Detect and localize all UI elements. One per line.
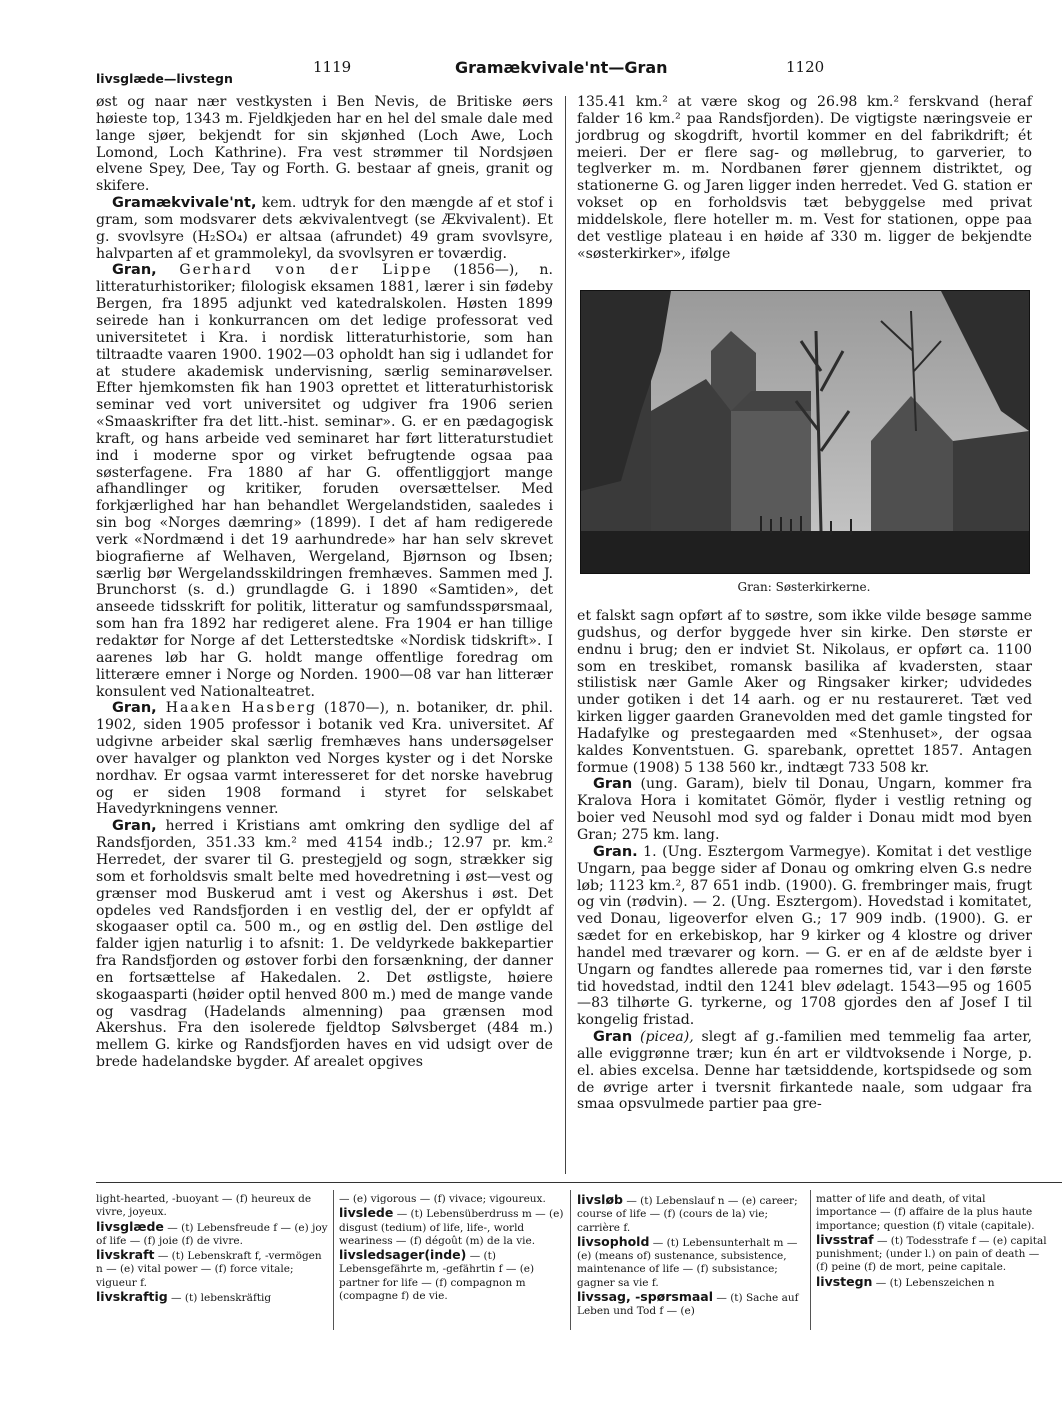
running-title: Gramækvivale'nt—Gran: [455, 58, 668, 77]
entry: Gran, Haaken Hasberg (1870—), n. botaniker, dr. phil. 1902, siden 1905 professor i botanik ved Kra. universitet. Af udgivne arbeider skal særlig fremhæves hans undersøgelser over havalger og plankton ved Norges kyster og i det Norske nordhav. Er ogsaa varmt interesseret for det norske havebrug og er siden 1908 formand i styret for selskabet Havedyrkningens venner.: [96, 700, 553, 818]
headword: Gran: [593, 776, 633, 793]
entry: Gran, herred i Kristians amt omkring den sydlige del af Randsfjorden, 351.33 km.² med 4154 indb.; 12.97 pr. km.² Herredet, der svarer til G. prestegjeld og sogn, strækker sig som et forholdsvis smalt belte med hovedretning i øst—vest og grænser mod Buskerud amt i vest og Akershus i øst. Det opdeles ved Randsfjorden i en vestlig del, der er opfyldt af skogaaser optil ca. 500 m., og en østlig del. Den østlige del falder igjen naturlig i to afsnit: 1. De veldyrkede bakkepartier fra Randsfjorden og østover forbi den forsænkning, der danner en fortsættelse af Hakedalen. 2. Det østligste, høiere skogaasparti (høider optil henved 800 m.) med de mange vande og vasdrag (Hadelands almenning) paa grænsen mod Akershus. Fra den isolerede fjeldtop Sølvsberget (484 m.) mellem G. kirke og Randsfjorden haves en vid udsigt over de brede hadelandske bygder. Af arealet opgives: [96, 818, 553, 1071]
figure-caption: Gran: Søsterkirkerne.: [737, 580, 871, 594]
left-column: [96, 94, 553, 1071]
glossary-column-2: — (e) vigorous — (f) vivace; vigoureux. livslede — (t) Lebensüberdruss m — (e) disgust (tedium) of life, life-, world weariness — (f) dégoût (m) de la vie. livsledsager(inde) — (t) Lebensgefährte m, -gefährtin f — (e) partner for life — (f) compagnon m (compagne f) de vie.: [339, 1193, 564, 1303]
glossary-column-4: matter of life and death, of vital importance — (f) affaire de la plus haute importance; question (f) vitale (capitale). livsstraf — (t) Todesstrafe f — (e) capital punishment; (under l.) on pain of death — (f) peine (f) de mort, peine capitale. livstegn — (t) Lebenszeichen n: [816, 1193, 1047, 1289]
headword: Gran,: [112, 700, 157, 717]
paragraph: et falskt sagn opført af to søstre, som ikke vilde besøge samme gudshus, og derfor byggede hver sin kirke. Den største er endnu i brug; den er indviet St. Nikolaus, er opført ca. 1100 som en treskibet, romansk basilika af kvadersten, staar stilistisk nær Gamle Aker og Ringsaker kirker; udvidedes under gotiken i det 14 aarh. og er nu restaureret. Tæt ved kirken ligger gaarden Granevolden med det gamle tingsted for Hadafylke og prestegaarden med «Stenhuset», der ogsaa kaldes Konventstuen. G. sparebank, oprettet 1857. Antagen formue (1908) 5 138 560 kr., indtægt 733 508 kr.: [577, 608, 1032, 776]
headword: Gran.: [593, 843, 638, 860]
page-number-right: 1120: [786, 58, 825, 76]
right-column-top: [577, 94, 1032, 262]
entry: Gran. 1. (Ung. Esztergom Varmegye). Komitat i det vestlige Ungarn, paa begge sider af Donau og omkring elven G.s nedre løb; 1123 km.², 87 651 indb. (1900). G. frembringer mais, frugt og vin (rødvin). — 2. (Ung. Esztergom). Hovedstad i komitatet, ved Donau, ligeoverfor elven G.; 17 909 indb. (1900). G. er sædet for en erkebiskop, har 9 kirker og 4 klostre og driver handel med trævarer og korn. — G. er en af de ældste byer i Ungarn og fandtes allerede paa romernes tid, var i den første tid hovedstad, indtil den 1241 blev ødelagt. 1543—95 og 1605—83 tilhørte G. tyrkerne, og 1708 gjordes den af Josef I til kongelig fristad.: [577, 843, 1032, 1029]
glossary-separator: [570, 1190, 571, 1330]
headword: Gran: [593, 1029, 633, 1046]
entry: Gramækvivale'nt, kem. udtryk for den mængde af et stof i gram, som modsvarer dets ækvivalentvegt (se Ækvivalent). Et g. svovlsyre (H₂SO₄) er altsaa (afrundet) 49 gram svovlsyre, halvparten af et grammolekyl, da svovlsyren er toværdig.: [96, 195, 553, 262]
footer-rule: [96, 1182, 1062, 1183]
entry: Gran (picea), slegt af g.-familien med temmelig faa arter, alle eviggrønne trær; kun én art er vildtvoksende i Norge, p. el. abies excelsa. Denne har tætsiddende, kortspidsede og som de øvrige arter i tversnit firkantede naale, som udgaar fra smaa opsvulmede partier paa gre-: [577, 1029, 1032, 1113]
entry: Gran, Gerhard von der Lippe (1856—), n. litteraturhistoriker; filologisk eksamen 1881, lærer i sin fødeby Bergen, fra 1895 adjunkt ved katedralskolen. Høsten 1899 seirede han i konkurrancen om det ledige professorat ved universitetet i Kra. i nordisk litteraturhistorie, som han tiltraadte vaaren 1900. 1902—03 opholdt han sig i udlandet for at studere akademisk undervisning, særlig seminarøvelser. Efter hjemkomsten fik han 1903 oprettet et litteraturhistorisk seminar ved vort universitet og udgiver fra 1906 serien «Smaaskrifter fra det litt.-hist. seminar». G. er en pædagogisk kraft, og hans arbeide ved seminaret har ført litteraturstudiet ind i moderne spor og virket befrugtende ogsaa paa søsterfagene. Fra 1880 af har G. offentliggjort mange afhandlinger og kritiker, foruden oversættelser. Med forkjærlighed har han behandlet Wergelandstiden, saaledes i sin bog «Norges dæmring» (1899). I det af ham redigerede verk «Nordmænd i det 19 aarhundrede» har han selv skrevet biografierne af Welhaven, Wergeland, Bjørnson og Ibsen; særlig bør Wergelandsskildringen fremhæves. Sammen med J. Brunchorst (s. d.) grundlagde G. i 1890 «Samtiden», det anseede tidsskrift for politik, litteratur og samfundsspørsmaal, som han fra 1892 har redigeret alene. Fra 1904 er han tillige redaktør for Norge af det Letterstedtske «Nordisk tidskrift». I aarenes løb har G. holdt mange offentlige foredrag om litterære emner i Norge og Norden. 1900—08 var han litterær konsulent ved Nationalteatret.: [96, 262, 553, 700]
column-rule: [565, 96, 566, 1174]
glossary-separator: [810, 1190, 811, 1330]
paragraph: øst og naar nær vestkysten i Ben Nevis, de Britiske øers høieste top, 1343 m. Fjeldkjeden har en hel del smale dale med lange sjøer, bekjendt for sin skjønhed (Loch Awe, Loch Lomond, Loch Kathrine). Fra vest strømmer til Nordsjøen elvene Spey, Dee, Tay og Forth. G. bestaar af gneis, granit og skifere.: [96, 94, 553, 195]
headword: Gramækvivale'nt,: [112, 195, 257, 212]
headword: Gran,: [112, 262, 157, 279]
entry: Gran (ung. Garam), bielv til Donau, Ungarn, kommer fra Kralova Hora i komitatet Gömör, flyder i vestlig retning og boier ved Neusohl mod syd og falder i Donau midt mod byen Gran; 275 km. lang.: [577, 776, 1032, 843]
church-photo-illustration: [581, 291, 1029, 573]
glossary-column-1: light-hearted, -buoyant — (f) heureux de vivre, joyeux. livsglæde — (t) Lebensfreude f — (e) joy of life — (f) joie (f) de vivre. livskraft — (t) Lebenskraft f, -vermögen n — (e) vital power — (f) force vitale; vigueur f. livskraftig — (t) lebenskräftig: [96, 1193, 328, 1305]
headword: Gran,: [112, 818, 157, 835]
glossary-separator: [333, 1190, 334, 1330]
paragraph: 135.41 km.² at være skog og 26.98 km.² ferskvand (heraf falder 16 km.² paa Randsfjorden). De vigtigste næringsveie er jordbrug og skogdrift, hvortil kommer en del fabrikdrift; ét meieri. Der er flere sag- og møllebrug, to garverier, to teglverker m. m. Nordbanen fører gjennem distriktet, og stationerne G. og Jaren ligger inden herredet. Ved G. station er vokset op en forholdsvis tæt bebyggelse med privat middelskole, flere hoteller m. m. Vest for stationen, oppe paa det vestlige plateau i en høide af 330 m. ligger de bekjendte «søsterkirker», ifølge: [577, 94, 1032, 262]
right-column-bottom: [577, 608, 1032, 1113]
church-photo: [580, 290, 1030, 574]
guide-words: livsglæde—livstegn: [96, 71, 233, 86]
page-number-left: 1119: [313, 58, 352, 76]
glossary-column-3: livsløb — (t) Lebenslauf n — (e) career; course of life — (f) (cours de la) vie; carrière f. livsophold — (t) Lebensunterhalt m — (e) (means of) sustenance, subsistence, maintenance of life — (f) subsistance; gagner sa vie f. livssag, -spørsmaal — (t) Sache auf Leben und Tod f — (e): [577, 1192, 799, 1318]
